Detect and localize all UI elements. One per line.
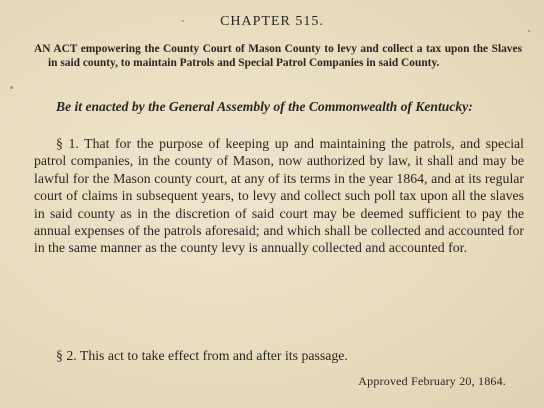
paper-speck [528, 30, 530, 32]
paper-speck [182, 20, 184, 22]
act-title-text: AN ACT empowering the County Court of Mason County to levy and collect a tax upon the Slaves in said county, to maintain Patrols and Special Patrol Companies in said County. [34, 43, 522, 69]
section-2-paragraph: § 2. This act to take effect from and after its passage. [56, 348, 348, 363]
chapter-heading: CHAPTER 515. [220, 14, 324, 29]
section-1-paragraph: § 1. That for the purpose of keeping up and maintaining the patrols, and special patrol companies, in the county of Mason, now authorized by law, it shall and may be lawful for the Mason county court, at any of its terms in the year 1864, and at its regular court of claims in subsequent years, to levy and collect such poll tax upon all the slaves in said county as in the discretion of said court may be deemed sufficient to pay the annual expenses of the patrols aforesaid; and which shall be collected and accounted for in the same manner as the county levy is annually collected and accounted for. [34, 136, 524, 256]
paper-speck [10, 86, 13, 89]
act-title [34, 42, 522, 70]
enacting-clause: Be it enacted by the General Assembly of the Commonwealth of Kentucky: [56, 99, 473, 114]
approval-line: Approved February 20, 1864. [358, 374, 506, 388]
